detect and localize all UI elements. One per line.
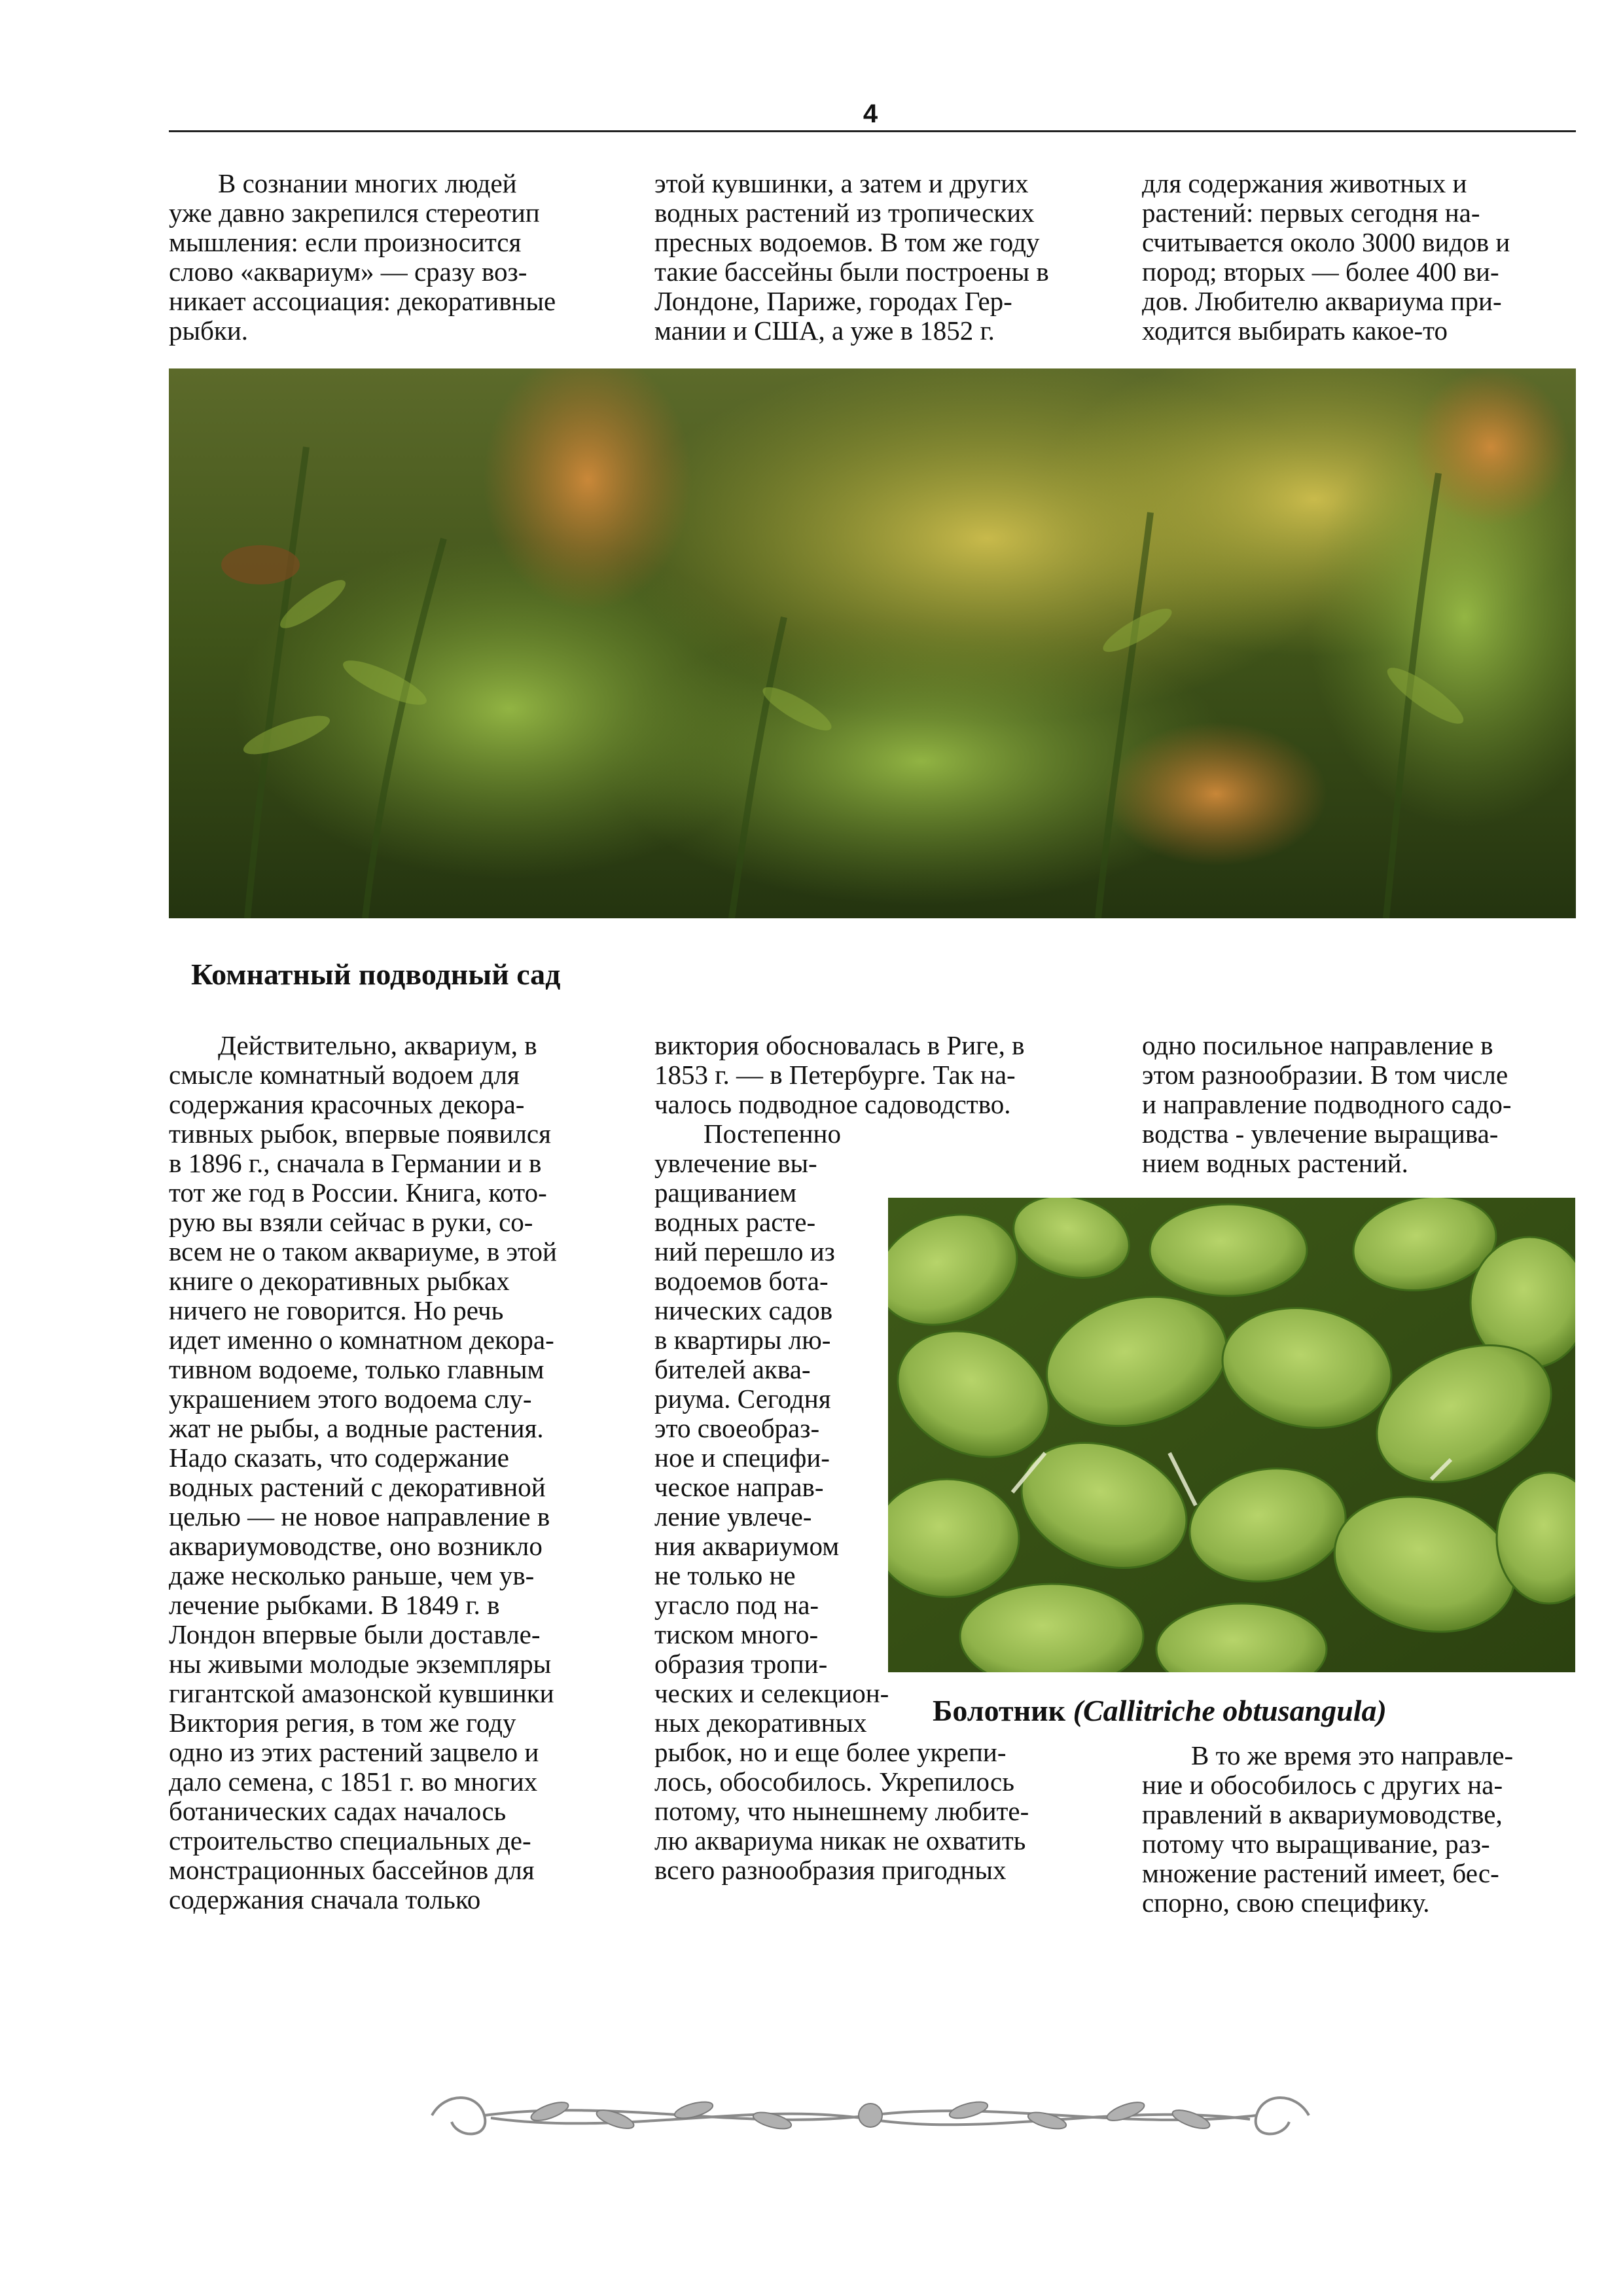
text-line: образия тропи-	[654, 1649, 828, 1679]
text-line: водных расте-	[654, 1207, 816, 1237]
text-line: ческих и селекцион-	[654, 1678, 889, 1708]
text-line: ничего не говорится. Но речь	[169, 1295, 504, 1325]
text-line: это своеобраз-	[654, 1413, 820, 1443]
text-line: и направление подводного садо-	[1142, 1089, 1512, 1119]
text-line: тивном водоеме, только главным	[169, 1354, 544, 1384]
top-column-3	[1142, 169, 1587, 346]
footer-ornament	[419, 2085, 1322, 2145]
text-line: даже несколько раньше, чем ув-	[169, 1560, 535, 1590]
text-line: дов. Любителю аквариума при-	[1142, 286, 1502, 316]
text-line: спорно, свою специфику.	[1142, 1888, 1430, 1918]
text-line: этой кувшинки, а затем и других	[654, 168, 1029, 198]
text-line: Лондоне, Париже, городах Гер-	[654, 286, 1012, 316]
text-line: содержания красочных декора-	[169, 1089, 525, 1119]
text-line: множение растений имеет, бес-	[1142, 1858, 1499, 1888]
text-line: растений: первых сегодня на-	[1142, 198, 1480, 228]
text-line: рыбок, но и еще более укрепи-	[654, 1737, 1007, 1767]
text-line: смысле комнатный водоем для	[169, 1060, 520, 1090]
text-line: 1853 г. — в Петербурге. Так на-	[654, 1060, 1016, 1090]
text-line: ний перешло из	[654, 1236, 835, 1266]
text-line: ходится выбирать какое-то	[1142, 315, 1448, 346]
right-column-top	[1142, 1031, 1587, 1178]
middle-column-narrow	[654, 1119, 916, 1738]
text-line: для содержания животных и	[1142, 168, 1467, 198]
text-line: водства - увлечение выращива-	[1142, 1119, 1499, 1149]
text-line: всего разнообразия пригодных	[654, 1855, 1007, 1885]
text-line: пресных водоемов. В том же году	[654, 227, 1040, 257]
text-line: Лондон впервые были доставле-	[169, 1619, 541, 1649]
text-line: нием водных растений.	[1142, 1148, 1408, 1178]
text-line: ния аквариумом	[654, 1531, 840, 1561]
page-number: 4	[863, 99, 878, 128]
text-line: ческое направ-	[654, 1472, 824, 1502]
text-line: ны живыми молодые экземпляры	[169, 1649, 552, 1679]
text-line: Виктория регия, в том же году	[169, 1708, 516, 1738]
figure-caption	[933, 1693, 1387, 1729]
middle-column-bottom	[654, 1738, 1113, 1885]
top-column-2	[654, 169, 1113, 346]
text-line: лечение рыбками. В 1849 г. в	[169, 1590, 500, 1620]
text-line: чалось подводное садоводство.	[654, 1089, 1011, 1119]
text-line: дало семена, с 1851 г. во многих	[169, 1767, 538, 1797]
callitriche-photo	[888, 1198, 1575, 1672]
text-line: никает ассоциация: декоративные	[169, 286, 556, 316]
text-line: уже давно закрепился стереотип	[169, 198, 540, 228]
text-line: ние и обособилось с других на-	[1142, 1770, 1503, 1800]
text-line: считывается около 3000 видов и	[1142, 227, 1510, 257]
text-line: увлечение вы-	[654, 1148, 817, 1178]
text-line: не только не	[654, 1560, 796, 1590]
text-line: правлений в аквариумоводстве,	[1142, 1799, 1503, 1829]
text-line: ботанических садах началось	[169, 1796, 507, 1826]
text-line: виктория обосновалась в Риге, в	[654, 1030, 1025, 1060]
middle-column-top	[654, 1031, 1113, 1119]
text-line: целью — не новое направление в	[169, 1501, 550, 1532]
text-line: книге о декоративных рыбках	[169, 1266, 510, 1296]
text-line: тот же год в России. Книга, кото-	[169, 1177, 547, 1208]
text-line: аквариумоводстве, оно возникло	[169, 1531, 543, 1561]
text-line: этом разнообразии. В том числе	[1142, 1060, 1508, 1090]
text-line: в 1896 г., сначала в Германии и в	[169, 1148, 542, 1178]
text-line: ное и специфи-	[654, 1443, 830, 1473]
header-rule	[169, 130, 1576, 132]
text-line: угасло под на-	[654, 1590, 819, 1620]
right-column-bottom	[1142, 1741, 1587, 1918]
caption-name: Болотник	[933, 1694, 1066, 1727]
text-line: Действительно, аквариум, в	[218, 1030, 537, 1060]
text-line: ращиванием	[654, 1177, 797, 1208]
text-line: мышления: если произносится	[169, 227, 522, 257]
text-line: одно из этих растений зацвело и	[169, 1737, 539, 1767]
section-heading: Комнатный подводный сад	[191, 958, 561, 991]
text-line: такие бассейны были построены в	[654, 257, 1049, 287]
text-line: мании и США, а уже в 1852 г.	[654, 315, 995, 346]
aquarium-photo	[169, 368, 1576, 918]
text-line: ных декоративных	[654, 1708, 867, 1738]
text-line: риума. Сегодня	[654, 1384, 831, 1414]
text-line: жат не рыбы, а водные растения.	[169, 1413, 544, 1443]
text-line: бителей аква-	[654, 1354, 811, 1384]
text-line: пород; вторых — более 400 ви-	[1142, 257, 1499, 287]
text-line: водных растений из тропических	[654, 198, 1035, 228]
text-line: всем не о таком аквариуме, в этой	[169, 1236, 557, 1266]
text-line: одно посильное направление в	[1142, 1030, 1493, 1060]
text-line: водных растений с декоративной	[169, 1472, 546, 1502]
text-line: рую вы взяли сейчас в руки, со-	[169, 1207, 533, 1237]
text-line: рыбки.	[169, 315, 249, 346]
text-line: лю аквариума никак не охватить	[654, 1825, 1026, 1856]
text-line: строительство специальных де-	[169, 1825, 531, 1856]
text-line: монстрационных бассейнов для	[169, 1855, 535, 1885]
text-line: тивных рыбок, впервые появился	[169, 1119, 551, 1149]
text-line: в квартиры лю-	[654, 1325, 831, 1355]
text-line: тиском много-	[654, 1619, 819, 1649]
left-column	[169, 1031, 627, 1914]
top-column-1	[169, 169, 620, 346]
text-line: потому что выращивание, раз-	[1142, 1829, 1490, 1859]
text-line: гигантской амазонской кувшинки	[169, 1678, 554, 1708]
text-line: лось, обособилось. Укрепилось	[654, 1767, 1014, 1797]
text-line: водоемов бота-	[654, 1266, 829, 1296]
text-line: слово «аквариум» — сразу воз-	[169, 257, 527, 287]
text-line: нических садов	[654, 1295, 833, 1325]
text-line: потому, что нынешнему любите-	[654, 1796, 1029, 1826]
text-line: Надо сказать, что содержание	[169, 1443, 509, 1473]
text-line: идет именно о комнатном декора-	[169, 1325, 554, 1355]
text-line: ление увлече-	[654, 1501, 812, 1532]
text-line: содержания сначала только	[169, 1884, 481, 1914]
text-line: украшением этого водоема слу-	[169, 1384, 532, 1414]
caption-latin: (Callitriche obtusangula)	[1073, 1694, 1387, 1727]
text-line: В то же время это направле-	[1191, 1740, 1514, 1770]
text-line: Постепенно	[704, 1119, 841, 1149]
text-line: В сознании многих людей	[218, 168, 517, 198]
